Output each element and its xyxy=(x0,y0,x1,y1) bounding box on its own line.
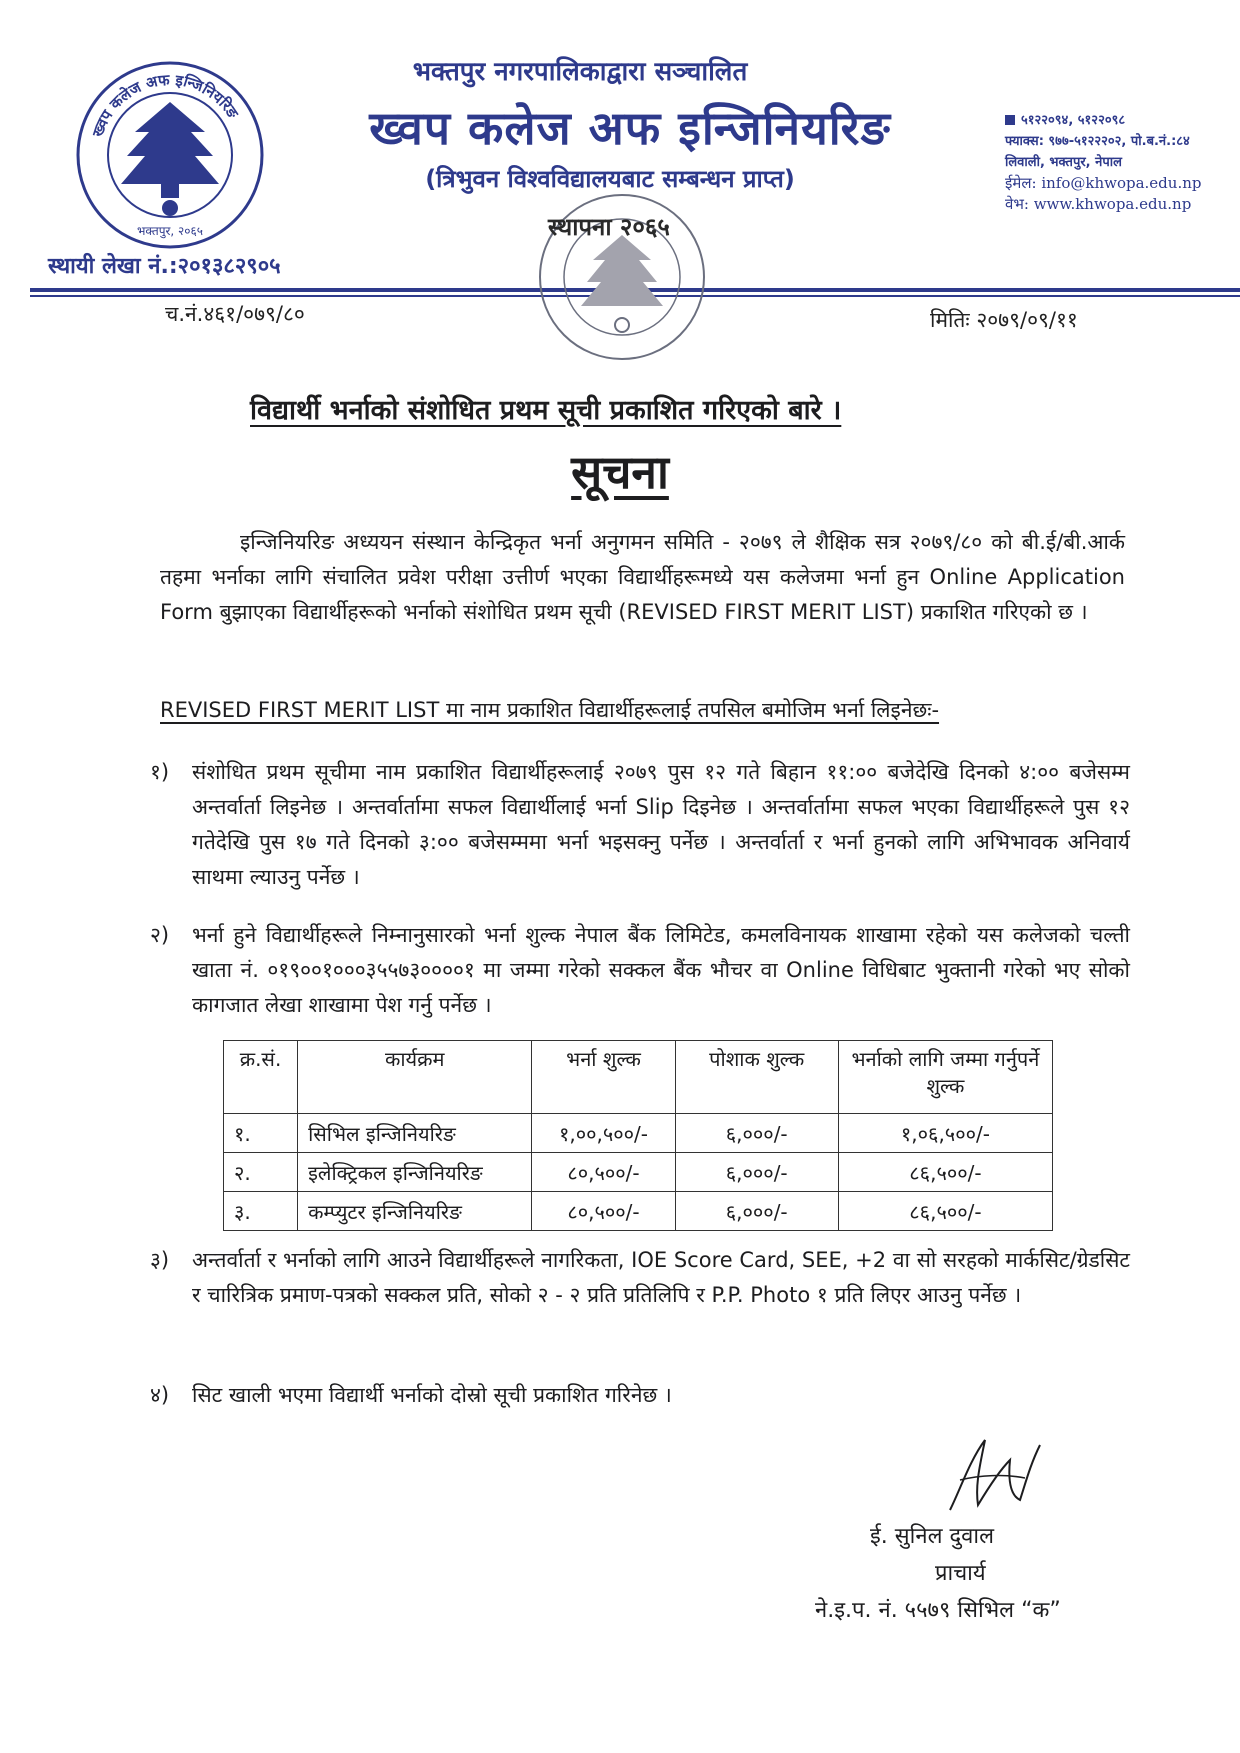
item-number: ४) xyxy=(150,1383,170,1407)
header-total-fee: भर्नाको लागि जम्मा गर्नुपर्ने शुल्क xyxy=(838,1041,1052,1114)
cell-total-fee: ८६,५००/- xyxy=(838,1153,1052,1192)
cell-program: इलेक्ट्रिकल इन्जिनियरिङ xyxy=(298,1153,532,1192)
item-number: १) xyxy=(150,760,170,784)
phone-icon xyxy=(1005,115,1015,125)
contact-fax: फ्याक्स: ९७७-५१२२२०२, पो.ब.नं.:८४ xyxy=(1005,134,1190,149)
header-program: कार्यक्रम xyxy=(298,1041,532,1114)
subject-line: विद्यार्थी भर्नाको संशोधित प्रथम सूची प्रकाशित गरिएको बारे । xyxy=(250,395,842,426)
cell-admission-fee: ८०,५००/- xyxy=(532,1153,675,1192)
item-text: संशोधित प्रथम सूचीमा नाम प्रकाशित विद्यार्थीहरूलाई २०७९ पुस १२ गते बिहान ११:०० बजेदेखि दिनको ४:०० बजेसम्म अन्तर्वार्ता लिइनेछ । अन्तर्वार्तामा सफल विद्यार्थीलाई भर्ना Slip दिइनेछ । अन्तर्वार्तामा सफल भएका विद्यार्थीहरूले पुस १२ गतेदेखि पुस १७ गते दिनको ३:०० बजेसम्ममा भर्ना भइसक्नु पर्नेछ । अन्तर्वार्ता र भर्ना हुनको लागि अभिभावक अनिवार्य साथमा ल्याउनु पर्नेछ । xyxy=(192,760,1130,889)
signatory-name: ई. सुनिल दुवाल xyxy=(870,1524,995,1549)
cell-uniform-fee: ६,०००/- xyxy=(675,1192,838,1231)
cell-admission-fee: १,००,५००/- xyxy=(532,1114,675,1153)
contact-address: लिवाली, भक्तपुर, नेपाल xyxy=(1005,155,1122,170)
cell-total-fee: १,०६,५००/- xyxy=(838,1114,1052,1153)
cell-uniform-fee: ६,०००/- xyxy=(675,1114,838,1153)
intro-paragraph: इन्जिनियरिङ अध्ययन संस्थान केन्द्रिकृत भर्ना अनुगमन समिति - २०७९ ले शैक्षिक सत्र २०७९/८० को बी.ई/बी.आर्क तहमा भर्नाका लागि संचालित प्रवेश परीक्षा उत्तीर्ण भएका विद्यार्थीहरूमध्ये यस कलेजमा भर्ना हुन Online Application Form बुझाएका विद्यार्थीहरूको भर्नाको संशोधित प्रथम सूची (REVISED FIRST MERIT LIST) प्रकाशित गरिएको छ । xyxy=(160,530,1125,624)
header-uniform-fee: पोशाक शुल्क xyxy=(675,1041,838,1114)
header-admission-fee: भर्ना शुल्क xyxy=(532,1041,675,1114)
item-number: ३) xyxy=(150,1248,170,1272)
college-name: ख्वप कलेज अफ इन्जिनियरिङ xyxy=(369,101,891,155)
contact-block xyxy=(1005,110,1235,215)
signature-icon xyxy=(930,1430,1060,1520)
signatory-registration: ने.इ.प. नं. ५५७९ सिभिल “क” xyxy=(815,1598,1061,1623)
cell-admission-fee: ८०,५००/- xyxy=(532,1192,675,1231)
item-text: सिट खाली भएमा विद्यार्थी भर्नाको दोस्रो सूची प्रकाशित गरिनेछ । xyxy=(192,1383,672,1407)
management-line: भक्तपुर नगरपालिकाद्वारा सञ्चालित xyxy=(412,57,748,87)
signatory-title: प्राचार्य xyxy=(935,1561,986,1586)
cell-program: कम्प्युटर इन्जिनियरिङ xyxy=(298,1192,532,1231)
lead-line: REVISED FIRST MERIT LIST मा नाम प्रकाशित विद्यार्थीहरूलाई तपसिल बमोजिम भर्ना लिइनेछः- xyxy=(160,698,940,722)
item-number: २) xyxy=(150,923,170,947)
item-text: अन्तर्वार्ता र भर्नाको लागि आउने विद्यार्थीहरूले नागरिकता, IOE Score Card, SEE, +2 वा सो सरहको मार्कसिट/ग्रेडसिट र चारित्रिक प्रमाण-पत्रको सक्कल प्रति, सोको २ - २ प्रति प्रतिलिपि र P.P. Photo १ प्रति लिएर आउनु पर्नेछ । xyxy=(192,1248,1130,1307)
cell-uniform-fee: ६,०००/- xyxy=(675,1153,838,1192)
affiliation-line: (त्रिभुवन विश्वविद्यालयबाट सम्बन्धन प्राप्त) xyxy=(425,165,795,193)
cell-sn: २. xyxy=(224,1153,298,1192)
fee-table xyxy=(223,1040,1053,1231)
header-sn: क्र.सं. xyxy=(224,1041,298,1114)
list-item xyxy=(150,918,1130,1023)
table-header-row xyxy=(224,1041,1053,1114)
table-row xyxy=(224,1114,1053,1153)
list-item xyxy=(150,1243,1130,1313)
list-item xyxy=(150,755,1130,895)
cell-program: सिभिल इन्जिनियरिङ xyxy=(298,1114,532,1153)
cell-sn: १. xyxy=(224,1114,298,1153)
cell-sn: ३. xyxy=(224,1192,298,1231)
notice-date: मितिः २०७९/०९/११ xyxy=(930,308,1078,332)
table-row xyxy=(224,1153,1053,1192)
logo-text: ख्वप कलेज अफ इन्जिनियरिङ xyxy=(88,70,242,139)
established-year: स्थापना २०६५ xyxy=(548,213,670,241)
cell-total-fee: ८६,५००/- xyxy=(838,1192,1052,1231)
account-number: स्थायी लेखा नं.:२०१३८२९०५ xyxy=(48,254,281,279)
notice-title: सूचना xyxy=(571,445,669,499)
college-logo-icon xyxy=(75,60,265,250)
logo-place: भक्तपुर, २०६५ xyxy=(136,224,204,238)
list-item xyxy=(150,1378,1130,1413)
table-row xyxy=(224,1192,1053,1231)
reference-number: च.नं.४६१/०७९/८० xyxy=(165,302,305,326)
item-text: भर्ना हुने विद्यार्थीहरूले निम्नानुसारको भर्ना शुल्क नेपाल बैंक लिमिटेड, कमलविनायक शाखामा रहेको यस कलेजको चल्ती खाता नं. ०१९००१०००३५५७३००००१ मा जम्मा गरेको सक्कल बैंक भौचर वा Online विधिबाट भुक्तानी गरेको भए सोको कागजात लेखा शाखामा पेश गर्नु पर्नेछ । xyxy=(192,923,1130,1017)
contact-email: ईमेल: info@khwopa.edu.np xyxy=(1005,174,1202,192)
contact-web: वेभ: www.khwopa.edu.np xyxy=(1005,195,1192,213)
contact-phone: ५१२२०९४, ५१२२०९८ xyxy=(1021,113,1126,128)
